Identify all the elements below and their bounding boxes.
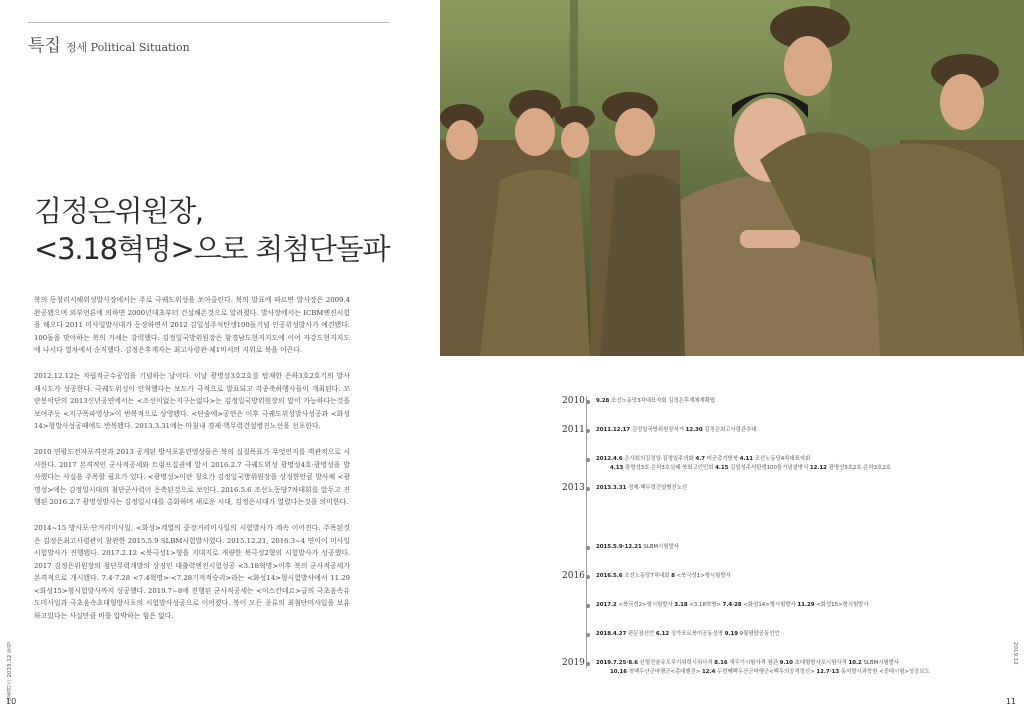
timeline-text: 2018.4.27 판문점선언 6.12 싱가포르북미공동성명 9.19 9월평양공동선언 — [596, 631, 780, 637]
section-tag: 특집 — [28, 36, 61, 56]
timeline-entry — [562, 426, 756, 436]
timeline-entry — [562, 601, 869, 610]
timeline-entry — [562, 630, 780, 639]
timeline-dot — [586, 546, 590, 550]
timeline-text: 2019.7.25·8.6 신형전술유도무기위력시위사격 8.16 새무기시험사격 참관 9.10 초대형방사포시험사격 10.2 SLBM시험발사 10.16 첫백두산군마행군<총대행진> 12.4 두번째백두산군마행군<백두의공격정신> 12.7·13 동석발사과학원 <중대시험>성공보도 — [596, 660, 930, 675]
body-paragraph-2: 2012.12.12는 자립적군수공업을 기념하는 날이다. 이날 광명성3호2호를 탑재한 은하3호2호기의 발사재시도가 성공한다. 극궤도위성이 안착했다는 보도가 극적으로 발표되고 각종축하행사들이 개최된다. 모란봉악단의 2013신년공연에서는 <조선이없는지구는없다>는 김정일국방위원장의 말이 가능하다는것을 보여주듯 <지구폭파영상>이 반복적으로 상영됐다. <단숨에>공연은 이후 극궤도위성발사성공과 <화성14>형발사성공때에도 반복됐다. 2013.3.31에는 마침내 경제·핵무력건설병진노선을 선포한다. — [34, 371, 350, 431]
photo-illustration — [440, 0, 1024, 356]
timeline-entry — [562, 455, 891, 473]
timeline-text: 9.28 조선노동당3차대표자회 김정은후계체계확립 — [596, 398, 716, 404]
timeline-text: 2017.2 <북극성2>형시험발사 3.18 <3.18혁명> 7.4·28 <화성14>형시험발사 11.29 <화성15>형시험발사 — [596, 602, 869, 608]
section-header — [28, 31, 190, 56]
page-number-left: 10 — [6, 697, 17, 706]
timeline-text: 2012.4.6 은사회의김정일·김정일주의화 4.7 미군총기방북 4.11 조선노동당4차대표자회 4.13 광명성3호·은하3호실패 북회고인민회 4.15 김일성주석탄생100돌기념열병식 12.12 광명성3호2호·은하3호2호 — [596, 456, 891, 471]
footer-right-label: 2019.12 — [1012, 642, 1018, 665]
timeline-year: 2011 — [562, 425, 585, 435]
timeline-entry — [562, 397, 715, 407]
timeline-text: 2016.5.6 조선노동당7차대회 8 <북극성1>형시험발사 — [596, 573, 731, 579]
body-paragraph-3: 2010 연평도전자포격전과 2013 공개된 방사포훈련영상들은 북의 실질목표가 무엇인지를 객관적으로 시사한다. 2017 본격적인 군사적공세와 트럼프집권에 앞서 2016.2.7 극궤도위성 광명성4호·광명성을 발사했다는 사실을 주목할 필요가 있다. <광명성>이란 칭호가 김정일국방위원장을 상징한만큼 발사체 <광명성>에는 김정일시대의 첨단군사력이 응축된것으로 보인다. 2016.5.6 조선노동당7차대회를 앞두고 진행된 2016.2.7 광명성발사는 김정일시대를 총화하며 새로운 시대, 김정은시대가 열렸다는것을 의미한다. — [34, 447, 350, 507]
footer-left-label: 민플러스 2019.12 통일 — [7, 642, 13, 702]
timeline-axis — [586, 396, 587, 668]
timeline-entry — [562, 659, 930, 677]
section-subtitle: 정세 Political Situation — [65, 41, 190, 54]
photo-image — [440, 0, 1024, 356]
article-body — [34, 294, 350, 636]
timeline-dot — [586, 458, 590, 462]
timeline-dot — [586, 575, 590, 579]
timeline-year: 2010 — [562, 396, 585, 406]
timeline-entry — [562, 484, 687, 494]
timeline-text: 2013.3.31 경제·핵무력건설병진노선 — [596, 485, 688, 491]
page-number-right: 11 — [1005, 697, 1016, 706]
headline-line-2: <3.18혁명>으로 최첨단돌파 — [34, 232, 390, 266]
timeline-year: 2019 — [562, 658, 585, 668]
timeline-dot — [586, 604, 590, 608]
headline — [34, 192, 394, 268]
timeline-entry — [562, 543, 679, 552]
timeline-dot — [586, 400, 590, 404]
timeline-dot — [586, 662, 590, 666]
timeline-year: 2013 — [562, 483, 585, 493]
top-rule — [28, 22, 390, 23]
timeline-dot — [586, 429, 590, 433]
body-paragraph-4: 2014~15 방사포·단거리미사일, <화성>계열의 중장거리미사일의 시험발사가 계속 이어진다. 주목된것은 김정은최고사령관이 참관한 2015.5.9 SLBM시험발사였다. 2015.12.21, 2016.3~4 연이어 미사일시험발사가 진행됐다. 2017.2.12 <북극성1>형을 지대지로 개량한 북극성2형의 시험발사가 성공했다. 2017 김정은위원장의 첨단무력개발의 상징인 대출력엔진시험성공 <3.18혁명>이후 북의 군사적공세가 본격적으로 개시됐다. 7.4·7.28 <7.4혁명>·<7.28기적적승리>라는 <화성14>형시험발사에서 11.29 <화성15>형시험발사까지 성공했다. 2019.7~8에 진행된 군사적공세는 <이스칸데르>급의 극초음속유도미사일과 극초음속초대형방사포의 시험발사성공으로 이어졌다. 북이 모든 종류의 최첨단미사일을 보유하고있다는 사실만큼 비틀 압박하는 힘은 없다. — [34, 523, 350, 621]
timeline-text: 2011.12.17 김정일국방위원장서거 12.30 김정은최고사령관추대 — [596, 427, 757, 433]
timeline-dot — [586, 633, 590, 637]
timeline-year: 2016 — [562, 571, 585, 581]
timeline-text: 2015.5.9·12.21 SLBM시험발사 — [596, 544, 680, 550]
body-paragraph-1: 북의 동창리서해위성발사장에서는 주로 극궤도위성을 쏘아올린다. 북의 발표에 따르면 발사장은 2009.4 완공됐으며 외부언론에 의하면 2000년대초부터 건설해온것으로 알려졌다. 발사장에서는 ICBM엔진시험을 해오다 2011 미사일발사대가 등장하면서 2012 김일성주석탄생100돌기념 인공위성발사가 예견됐다. 100돌을 맞아하는 북의 기세는 강력했다. 김정일국방위원장은 함경남도현지지도에 이어 자강도현지지도에 나서다 열차에서 순직했다. 김정은후계자는 최고사령관·제1비서의 지위로 북을 이끈다. — [34, 296, 350, 355]
headline-line-1: 김정은위원장, — [34, 194, 203, 228]
timeline-entry — [562, 572, 731, 582]
timeline-dot — [586, 487, 590, 491]
